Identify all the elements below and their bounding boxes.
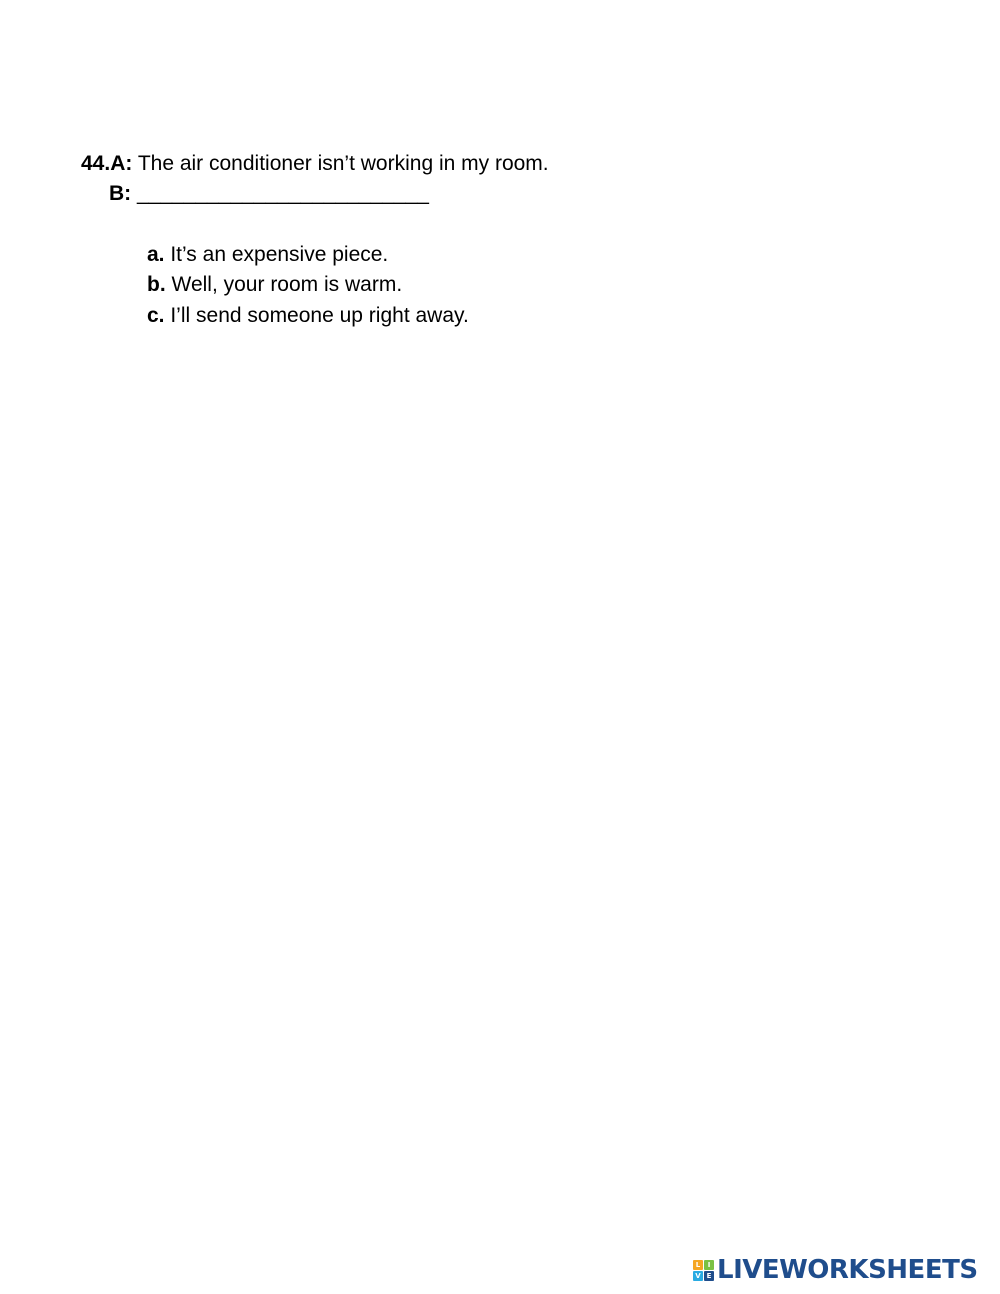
logo-text: LIVEWORKSHEETS <box>717 1255 978 1285</box>
logo-mark-tile: L <box>693 1260 703 1270</box>
option-a[interactable] <box>147 243 388 267</box>
option-letter: a. <box>147 243 165 266</box>
logo-mark-tile: I <box>704 1260 714 1270</box>
liveworksheets-logo <box>693 1256 978 1284</box>
option-c[interactable] <box>147 304 469 328</box>
question-prompt-line <box>81 152 549 176</box>
response-blank[interactable]: _________________________ <box>131 182 429 205</box>
option-text: It’s an expensive piece. <box>164 243 389 266</box>
response-label: B: <box>109 182 132 205</box>
option-text: Well, your room is warm. <box>165 273 403 296</box>
question-text: The air conditioner isn’t working in my room. <box>132 152 549 175</box>
question-number-label: 44.A: <box>81 152 133 175</box>
logo-mark-icon <box>693 1260 714 1281</box>
response-line <box>109 182 429 206</box>
option-letter: b. <box>147 273 166 296</box>
option-text: I’ll send someone up right away. <box>164 304 469 327</box>
logo-mark-tile: V <box>693 1271 703 1281</box>
option-letter: c. <box>147 304 165 327</box>
option-b[interactable] <box>147 273 402 297</box>
logo-mark-tile: E <box>704 1271 714 1281</box>
